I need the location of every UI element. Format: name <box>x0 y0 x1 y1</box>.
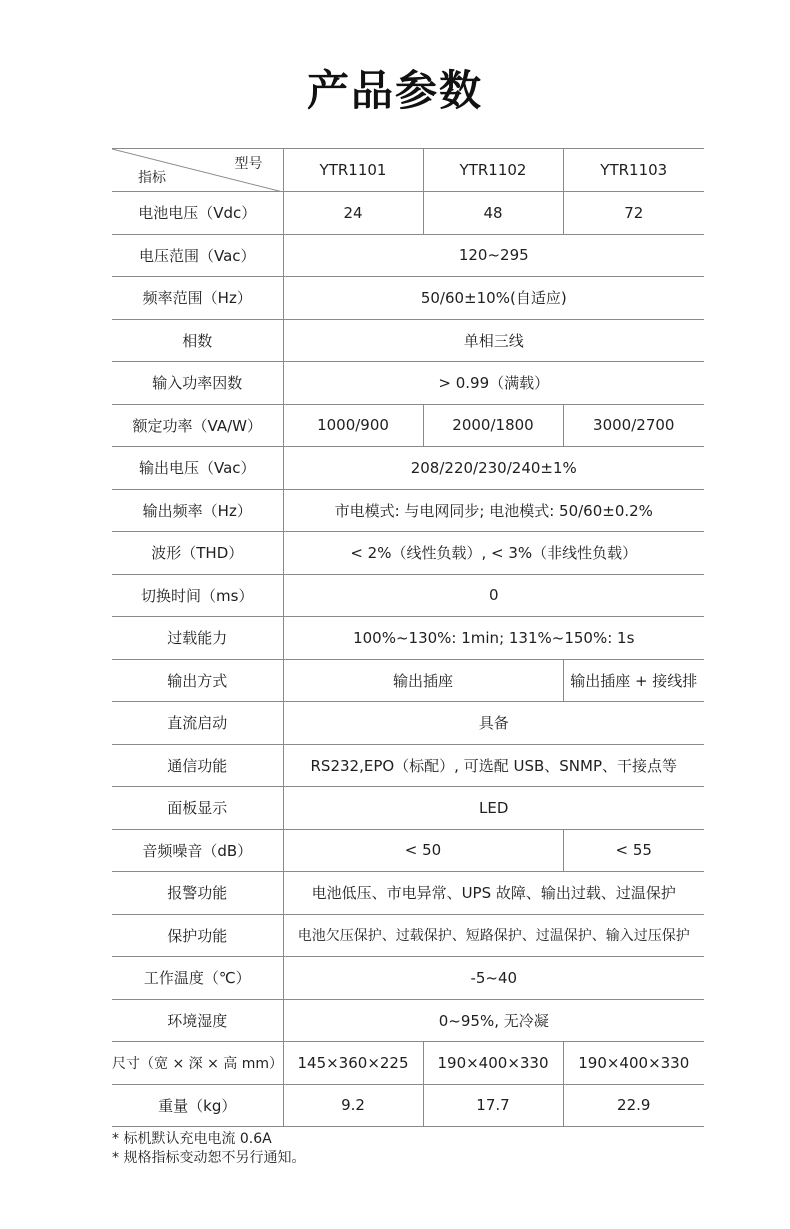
cell: 2000/1800 <box>423 404 563 447</box>
row-label: 电池电压（Vdc） <box>112 192 283 235</box>
row-label: 输出频率（Hz） <box>112 489 283 532</box>
model-header-label: 型号 <box>234 156 263 172</box>
table-row <box>112 957 704 1000</box>
table-row <box>112 914 704 957</box>
table-row <box>112 617 704 660</box>
model-header: YTR1101 <box>283 149 423 192</box>
table-row <box>112 999 704 1042</box>
table-row <box>112 872 704 915</box>
cell: 22.9 <box>563 1084 704 1127</box>
cell: > 0.99（满载） <box>283 362 704 405</box>
table-row <box>112 489 704 532</box>
cell: LED <box>283 787 704 830</box>
row-label: 频率范围（Hz） <box>112 277 283 320</box>
cell: 72 <box>563 192 704 235</box>
row-label: 音频噪音（dB） <box>112 829 283 872</box>
corner-cell <box>112 149 283 192</box>
row-label: 尺寸（宽 × 深 × 高 mm） <box>112 1042 283 1085</box>
cell: 190×400×330 <box>423 1042 563 1085</box>
cell: 48 <box>423 192 563 235</box>
cell: 9.2 <box>283 1084 423 1127</box>
cell: 电池低压、市电异常、UPS 故障、输出过载、过温保护 <box>283 872 704 915</box>
spec-header-label: 指标 <box>138 170 166 186</box>
footnote: * 标机默认充电电流 0.6A <box>112 1131 272 1147</box>
table-row <box>112 234 704 277</box>
row-label: 重量（kg） <box>112 1084 283 1127</box>
table-row <box>112 787 704 830</box>
page-title: 产品参数 <box>306 66 483 115</box>
table-row <box>112 829 704 872</box>
cell: 单相三线 <box>283 319 704 362</box>
row-label: 输出电压（Vac） <box>112 447 283 490</box>
cell: 市电模式: 与电网同步; 电池模式: 50/60±0.2% <box>283 489 704 532</box>
cell: 具备 <box>283 702 704 745</box>
row-label: 输出方式 <box>112 659 283 702</box>
row-label: 相数 <box>112 319 283 362</box>
table-row <box>112 744 704 787</box>
row-label: 环境湿度 <box>112 999 283 1042</box>
table-row <box>112 1042 704 1085</box>
cell: 208/220/230/240±1% <box>283 447 704 490</box>
cell: RS232,EPO（标配）, 可选配 USB、SNMP、干接点等 <box>283 744 704 787</box>
cell: < 50 <box>283 829 563 872</box>
row-label: 切换时间（ms） <box>112 574 283 617</box>
cell: 3000/2700 <box>563 404 704 447</box>
cell: 0 <box>283 574 704 617</box>
table-header-row <box>112 149 704 192</box>
table-row <box>112 702 704 745</box>
table-row <box>112 574 704 617</box>
cell: 1000/900 <box>283 404 423 447</box>
row-label: 额定功率（VA/W） <box>112 404 283 447</box>
row-label: 输入功率因数 <box>112 362 283 405</box>
table-row <box>112 362 704 405</box>
cell: 24 <box>283 192 423 235</box>
cell: 电池欠压保护、过载保护、短路保护、过温保护、输入过压保护 <box>283 914 704 957</box>
cell: 50/60±10%(自适应) <box>283 277 704 320</box>
row-label: 工作温度（℃） <box>112 957 283 1000</box>
row-label: 波形（THD） <box>112 532 283 575</box>
table-row <box>112 404 704 447</box>
table-row <box>112 532 704 575</box>
cell: 120~295 <box>283 234 704 277</box>
row-label: 报警功能 <box>112 872 283 915</box>
footnotes <box>112 1130 305 1168</box>
model-header: YTR1103 <box>563 149 704 192</box>
cell: 输出插座 + 接线排 <box>563 659 704 702</box>
cell: 0~95%, 无冷凝 <box>283 999 704 1042</box>
table-row <box>112 1084 704 1127</box>
cell: -5~40 <box>283 957 704 1000</box>
table-row <box>112 277 704 320</box>
footnote: * 规格指标变动恕不另行通知。 <box>112 1150 306 1166</box>
row-label: 直流启动 <box>112 702 283 745</box>
spec-table <box>112 148 704 1127</box>
cell: 输出插座 <box>283 659 563 702</box>
table-row <box>112 659 704 702</box>
row-label: 过载能力 <box>112 617 283 660</box>
row-label: 面板显示 <box>112 787 283 830</box>
table-row <box>112 319 704 362</box>
cell: 145×360×225 <box>283 1042 423 1085</box>
row-label: 保护功能 <box>112 914 283 957</box>
cell: 100%~130%: 1min; 131%~150%: 1s <box>283 617 704 660</box>
cell: < 2%（线性负载）, < 3%（非线性负载） <box>283 532 704 575</box>
model-header: YTR1102 <box>423 149 563 192</box>
cell: 17.7 <box>423 1084 563 1127</box>
cell: 190×400×330 <box>563 1042 704 1085</box>
table-row <box>112 447 704 490</box>
row-label: 电压范围（Vac） <box>112 234 283 277</box>
cell: < 55 <box>563 829 704 872</box>
row-label: 通信功能 <box>112 744 283 787</box>
table-row <box>112 192 704 235</box>
